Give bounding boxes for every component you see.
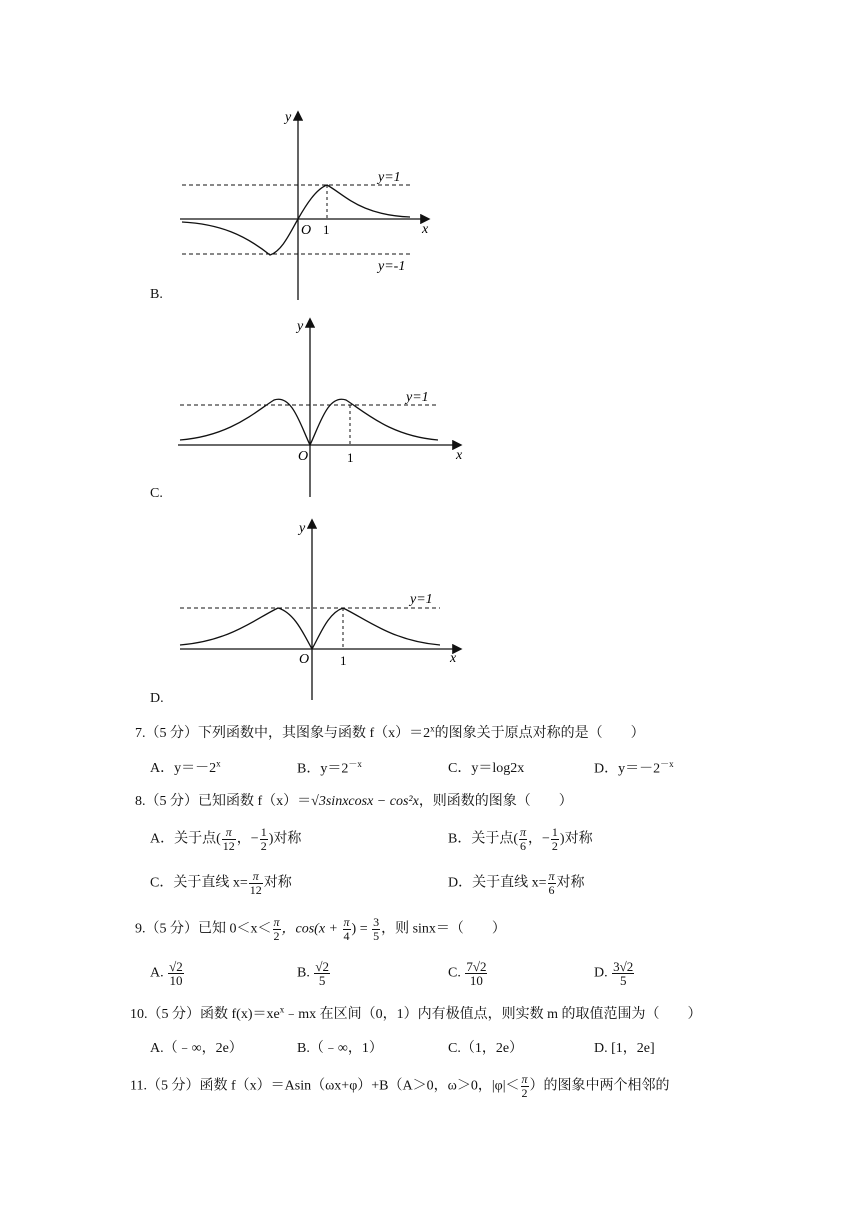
graph-option-c — [170, 312, 470, 502]
q7-choice-c: C．y＝log2x — [448, 761, 525, 776]
q7-choice-b: B．$y=2^{-x}$ — [297, 759, 362, 777]
q8-choice-b: B．关于点( $\frac{\pi}{6}$ ，− $\frac{1}{2}$ )对称 — [448, 825, 593, 853]
question-7-stem: 7.（5 分）下列函数中，其图象与函数 f（x）＝2 — [135, 726, 431, 741]
question-10: 10.（5 分）函数 $f(x)=xe^x﹣mx$ 在区间（0，1）内有极值点，则实数 m 的取值范围为（ ） — [130, 1004, 702, 1022]
x-axis-label: x — [450, 651, 457, 666]
q7-choice-d: D．$y=-2^{-x}$ — [594, 759, 674, 777]
q8-choice-c: C．关于直线 x= $\frac{\pi}{12}$ 对称 — [150, 869, 292, 897]
y-axis-label: y — [297, 319, 304, 334]
option-c-label: C. — [150, 486, 163, 501]
upper-line-label: y=1 — [410, 592, 433, 607]
q8-choice-a: A．关于点( $\frac{\pi}{12}$ ，− $\frac{1}{2}$ )对称 — [150, 825, 302, 853]
option-d-label: D. — [150, 691, 164, 706]
x-axis-label: x — [422, 222, 429, 237]
graph-option-b — [170, 105, 460, 305]
sup: x — [430, 723, 435, 734]
q7-choice-a: A．$y=-2^x$ — [150, 758, 221, 776]
graph-option-d — [170, 515, 470, 705]
upper-line-label: y=1 — [406, 390, 429, 405]
question-9: 9.（5 分）已知 0＜x＜ $\frac{\pi}{2}$ ，cos(x + $\frac{\pi}{4}$ ) = $\frac{3}{5}$ ，则 sinx＝（ ） — [135, 915, 506, 943]
q10-choice-a: A.（﹣∞，2e） — [150, 1041, 243, 1056]
q9-choice-d: D. $\frac{3√2}{5}$ — [594, 959, 634, 988]
y-axis-label: y — [299, 521, 306, 536]
tick-label: 1 — [323, 222, 330, 237]
question-8: 8.（5 分）已知函数 f（x）＝√3sinxcosx − cos²x，则函数的图象（ ） — [135, 794, 573, 809]
q9-choice-a: A. $\frac{√2}{10}$ — [150, 959, 183, 988]
q8-choice-d: D．关于直线 x= $\frac{\pi}{6}$ 对称 — [448, 869, 585, 897]
q9-choice-c: C. $\frac{7√2}{10}$ — [448, 959, 487, 988]
upper-line-label: y=1 — [378, 170, 401, 185]
origin-label: O — [298, 449, 309, 464]
question-7 — [135, 722, 645, 742]
y-axis-label: y — [285, 110, 292, 125]
question-11: 11.（5 分）函数 f（x）＝Asin（ωx+φ）+B（A＞0，ω＞0，|φ|＜ $\frac{\pi}{2}$ ）的图象中两个相邻的 — [130, 1072, 670, 1100]
q9-choice-b: B. $\frac{√2}{5}$ — [297, 959, 329, 988]
tick-label: 1 — [340, 653, 347, 668]
origin-label: O — [301, 223, 312, 238]
question-8-expression: √3sinxcosx − cos²x — [311, 794, 419, 809]
q10-choice-b: B.（﹣∞，1） — [297, 1041, 383, 1056]
tick-label: 1 — [347, 450, 354, 465]
lower-line-label: y=-1 — [378, 259, 406, 274]
option-b-label: B. — [150, 287, 163, 302]
q10-choice-d: D. [1，2e] — [594, 1041, 655, 1056]
x-axis-label: x — [456, 448, 463, 463]
origin-label: O — [299, 652, 310, 667]
q10-choice-c: C.（1，2e） — [448, 1041, 524, 1056]
question-7-stem-end: 的图象关于原点对称的是（ ） — [434, 726, 645, 741]
